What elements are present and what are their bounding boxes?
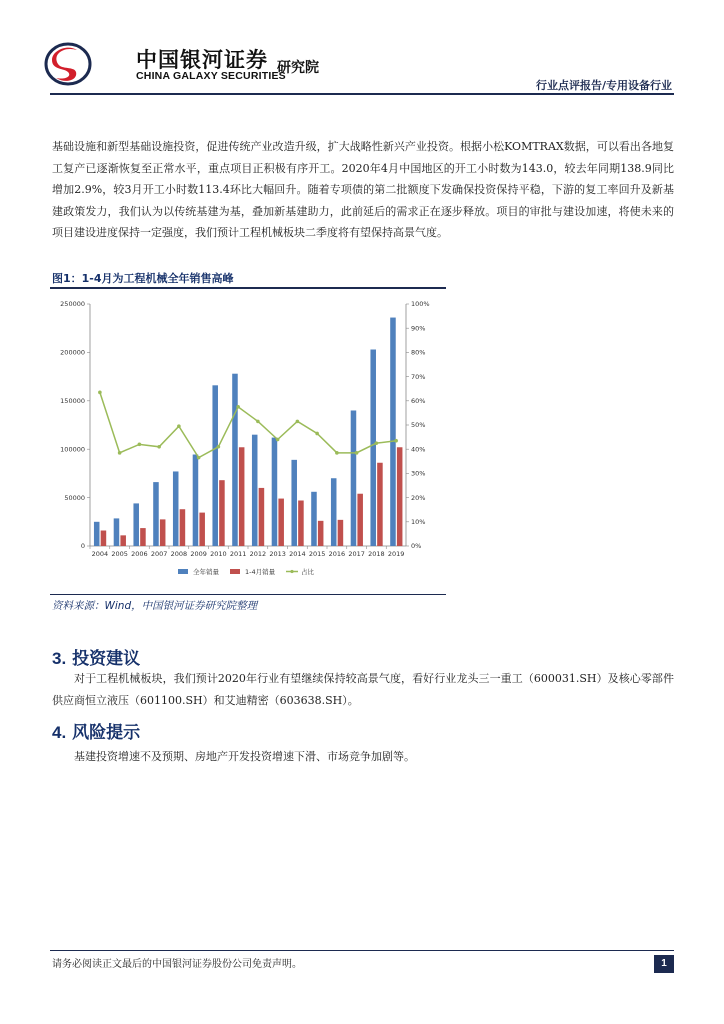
bar-jan-apr-sales: [101, 531, 107, 546]
ratio-point: [256, 420, 260, 424]
ratio-point: [355, 451, 359, 455]
bar-annual-sales: [212, 385, 218, 546]
right-tick-label: 10%: [411, 518, 426, 526]
left-tick-label: 50000: [64, 493, 85, 502]
right-tick-label: 90%: [411, 324, 426, 333]
section-heading: 风险提示: [72, 723, 141, 743]
bar-annual-sales: [94, 522, 100, 546]
bar-jan-apr-sales: [278, 499, 284, 546]
x-tick-label: 2005: [111, 550, 128, 558]
company-logo: [36, 36, 319, 92]
x-tick-label: 2019: [387, 550, 405, 558]
right-tick-label: 40%: [411, 445, 426, 454]
bar-annual-sales: [193, 455, 199, 546]
x-tick-label: 2010: [210, 550, 227, 558]
ratio-point: [197, 456, 201, 460]
figure-source: 资料来源：Wind，中国银河证券研究院整理: [52, 600, 258, 612]
galaxy-logo-icon: [44, 40, 92, 88]
page-number: 1: [654, 955, 674, 973]
bar-annual-sales: [133, 503, 139, 546]
bar-annual-sales: [153, 482, 159, 546]
x-tick-label: 2007: [150, 550, 168, 558]
bar-annual-sales: [390, 318, 396, 546]
legend-marker: [290, 570, 293, 573]
bar-annual-sales: [272, 438, 278, 546]
bar-jan-apr-sales: [219, 480, 225, 546]
bar-jan-apr-sales: [199, 513, 205, 546]
sales-chart: [50, 292, 446, 590]
bar-jan-apr-sales: [120, 535, 126, 546]
x-tick-label: 2012: [249, 550, 267, 558]
ratio-point: [394, 439, 398, 443]
x-tick-label: 2011: [229, 550, 247, 558]
bar-annual-sales: [311, 492, 317, 546]
ratio-point: [217, 445, 221, 449]
legend-swatch: [230, 569, 240, 574]
ratio-point: [98, 391, 102, 395]
logo-chinese-name: 中国银河证券: [136, 48, 268, 72]
ratio-point: [157, 445, 161, 449]
bar-jan-apr-sales: [160, 519, 166, 546]
logo-institute: 研究院: [277, 60, 319, 76]
ratio-point: [138, 443, 142, 447]
figure-title: 图1：1-4月为工程机械全年销售高峰: [52, 272, 234, 285]
investment-paragraph: 对于工程机械板块，我们预计2020年行业有望继续保持较高景气度，看好行业龙头三一重工（600031.SH）及核心零部件供应商恒立液压（601100.SH）和艾迪精密（603638.SH）。: [52, 672, 674, 707]
section-title-risk: [52, 718, 140, 743]
report-type: 行业点评报告/专用设备行业: [535, 79, 672, 92]
left-tick-label: 150000: [60, 397, 85, 405]
right-tick-label: 100%: [411, 300, 430, 309]
left-tick-label: 0: [80, 542, 85, 551]
section-number: 3.: [52, 649, 67, 668]
bar-annual-sales: [173, 471, 179, 546]
section-title-investment: [52, 644, 140, 669]
x-tick-label: 2015: [308, 550, 326, 558]
risk-paragraph: 基建投资增速不及预期、房地产开发投资增速下滑、市场竞争加剧等。: [74, 750, 415, 763]
header-divider: [50, 93, 674, 95]
x-tick-label: 2006: [131, 550, 148, 558]
x-tick-label: 2016: [328, 550, 346, 558]
x-tick-label: 2009: [190, 550, 207, 558]
bar-annual-sales: [232, 374, 238, 546]
ratio-point: [177, 424, 181, 428]
ratio-point: [335, 451, 339, 455]
bar-jan-apr-sales: [298, 501, 304, 547]
x-tick-label: 2008: [170, 550, 188, 558]
ratio-point: [315, 432, 319, 436]
x-tick-label: 2014: [289, 550, 306, 558]
bar-jan-apr-sales: [140, 528, 146, 546]
ratio-point: [296, 420, 300, 424]
figure-top-rule: [50, 287, 446, 289]
right-tick-label: 80%: [411, 348, 426, 357]
ratio-point: [118, 451, 122, 455]
ratio-point: [276, 438, 280, 442]
right-tick-label: 0%: [411, 542, 422, 551]
x-tick-label: 2004: [91, 550, 109, 558]
footer-divider: [50, 950, 674, 951]
ratio-point: [236, 405, 240, 409]
bar-jan-apr-sales: [180, 509, 186, 546]
bar-jan-apr-sales: [338, 520, 344, 546]
bar-annual-sales: [114, 518, 120, 546]
left-tick-label: 100000: [60, 445, 85, 454]
right-tick-label: 30%: [411, 469, 426, 478]
bar-jan-apr-sales: [239, 447, 245, 546]
x-tick-label: 2013: [269, 550, 286, 558]
bar-jan-apr-sales: [377, 463, 383, 546]
section-heading: 投资建议: [72, 649, 141, 669]
bar-jan-apr-sales: [259, 488, 265, 546]
right-tick-label: 60%: [411, 397, 426, 405]
bar-jan-apr-sales: [397, 447, 403, 546]
legend-label: 占比: [301, 568, 314, 576]
body-paragraph: 基础设施和新型基础设施投资，促进传统产业改造升级，扩大战略性新兴产业投资。根据小松KOMTRAX数据，可以看出各地复工复产已逐渐恢复至正常水平，重点项目正积极有序开工。2020年4月中国地区的开工小时数为143.0，较去年同期138.9同比增加2.9%，较3月开工小时数113.4环比大幅回升。随着专项债的第二批额度下发确保投资保持平稳，下游的复工率回升及新基建政策发力，我们认为以传统基建为基，叠加新基建助力，此前延后的需求正在逐步释放。项目的审批与建设加速，将使未来的项目建设进度保持一定强度，我们预计工程机械板块二季度将有望保持高景气度。: [52, 140, 674, 240]
bar-jan-apr-sales: [318, 521, 324, 546]
left-tick-label: 250000: [60, 300, 85, 309]
right-tick-label: 70%: [411, 372, 426, 381]
footer-disclaimer: 请务必阅读正文最后的中国银河证券股份公司免责声明。: [52, 959, 302, 970]
legend-swatch: [178, 569, 188, 574]
bar-annual-sales: [291, 460, 297, 546]
figure-bottom-rule: [50, 594, 446, 595]
logo-english-name: CHINA GALAXY SECURITIES: [136, 70, 286, 82]
section-number: 4.: [52, 723, 67, 742]
bar-annual-sales: [252, 435, 258, 546]
bar-annual-sales: [370, 350, 376, 547]
bar-jan-apr-sales: [357, 494, 363, 546]
right-tick-label: 20%: [411, 493, 426, 502]
x-tick-label: 2017: [348, 550, 365, 558]
right-tick-label: 50%: [411, 421, 426, 430]
legend-label: 1-4月销量: [245, 568, 276, 576]
left-tick-label: 200000: [60, 348, 85, 357]
x-tick-label: 2018: [368, 550, 385, 558]
bar-annual-sales: [351, 410, 357, 546]
bar-annual-sales: [331, 478, 337, 546]
ratio-point: [375, 441, 379, 445]
legend-label: 全年销量: [193, 568, 219, 576]
